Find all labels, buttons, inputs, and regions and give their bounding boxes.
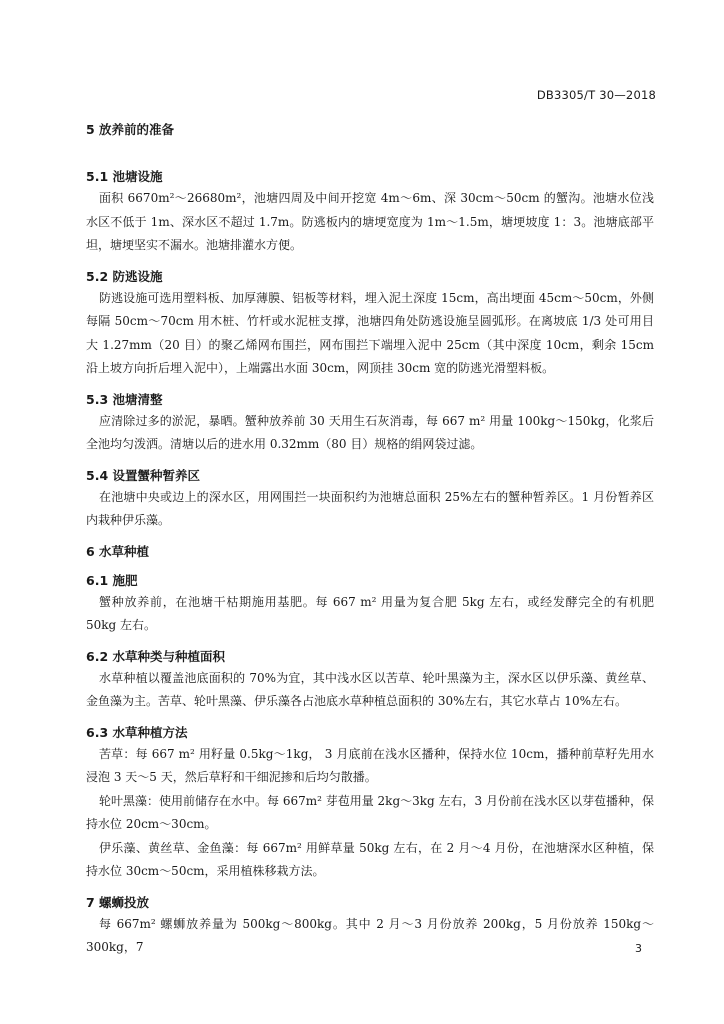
section-heading: 6.3 水草种植方法 (86, 724, 188, 740)
paragraph: 在池塘中央或边上的深水区，用网围拦一块面积约为池塘总面积 25%左右的蟹种暂养区。1 月份暂养区内栽种伊乐藻。 (86, 489, 654, 527)
paragraph: 每 667m² 螺蛳放养量为 500kg～800kg。其中 2 月～3 月份放养 200kg，5 月份放养 150kg～300kg，7 (86, 916, 654, 954)
paragraph: 应清除过多的淤泥，暴晒。蟹种放养前 30 天用生石灰消毒，每 667 m² 用量 100kg～150kg，化浆后全池均匀泼洒。清塘以后的进水用 0.32mm（80 目）规格的绢网袋过滤。 (86, 413, 654, 451)
section-heading: 6.1 施肥 (86, 572, 138, 588)
document-code: DB3305/T 30—2018 (536, 88, 656, 102)
paragraph: 水草种植以覆盖池底面积的 70%为宜，其中浅水区以苦草、轮叶黑藻为主，深水区以伊乐藻、黄丝草、金鱼藻为主。苦草、轮叶黑藻、伊乐藻各占池底水草种植总面积的 30%左右，其它水草占 10%左右。 (86, 670, 654, 708)
section-heading: 5.4 设置蟹种暂养区 (86, 467, 200, 483)
paragraph: 面积 6670m²～26680m²，池塘四周及中间开挖宽 4m～6m、深 30cm～50cm 的蟹沟。池塘水位浅水区不低于 1m、深水区不超过 1.7m。防逃板内的塘埂宽度为 1m～1.5m，塘埂坡度 1：3。池塘底部平坦，塘埂坚实不漏水。池塘排灌水方便。 (86, 191, 654, 252)
section-heading: 6.2 水草种类与种植面积 (86, 648, 225, 664)
paragraph: 苦草：每 667 m² 用籽量 0.5kg～1kg， 3 月底前在浅水区播种，保持水位 10cm，播种前草籽先用水浸泡 3 天～5 天，然后草籽和干细泥掺和后均匀散播。 (86, 746, 654, 784)
paragraph: 蟹种放养前，在池塘干枯期施用基肥。每 667 m² 用量为复合肥 5kg 左右，或经发酵完全的有机肥 50kg 左右。 (86, 594, 654, 632)
section-heading: 5.3 池塘清整 (86, 391, 163, 407)
page-number: 3 (635, 942, 642, 955)
section-heading: 7 螺蛳投放 (86, 894, 150, 910)
section-heading: 6 水草种植 (86, 543, 150, 559)
section-heading: 5 放养前的准备 (86, 122, 175, 137)
paragraph: 伊乐藻、黄丝草、金鱼藻：每 667m² 用鲜草量 50kg 左右，在 2 月～4 月份，在池塘深水区种植，保持水位 30cm～50cm，采用植株移栽方法。 (86, 840, 654, 878)
section-heading: 5.2 防逃设施 (86, 268, 163, 284)
document-body (86, 120, 654, 960)
section-heading: 5.1 池塘设施 (86, 169, 163, 184)
paragraph: 轮叶黑藻：使用前储存在水中。每 667m² 芽苞用量 2kg～3kg 左右，3 月份前在浅水区以芽苞播种，保持水位 20cm～30cm。 (86, 793, 654, 831)
paragraph: 防逃设施可选用塑料板、加厚薄膜、铝板等材料，埋入泥土深度 15cm，高出埂面 45cm～50cm，外侧每隔 50cm～70cm 用木桩、竹杆或水泥桩支撑，池塘四角处防逃设施呈圆弧形。在离坡底 1/3 处可用目大 1.27mm（20 目）的聚乙烯网布围拦，网布围拦下端埋入泥中 25cm（其中深度 10cm，剩余 15cm 沿上坡方向折后埋入泥中），上端露出水面 30cm，网顶挂 30cm 宽的防逃光滑塑料板。 (86, 290, 654, 375)
